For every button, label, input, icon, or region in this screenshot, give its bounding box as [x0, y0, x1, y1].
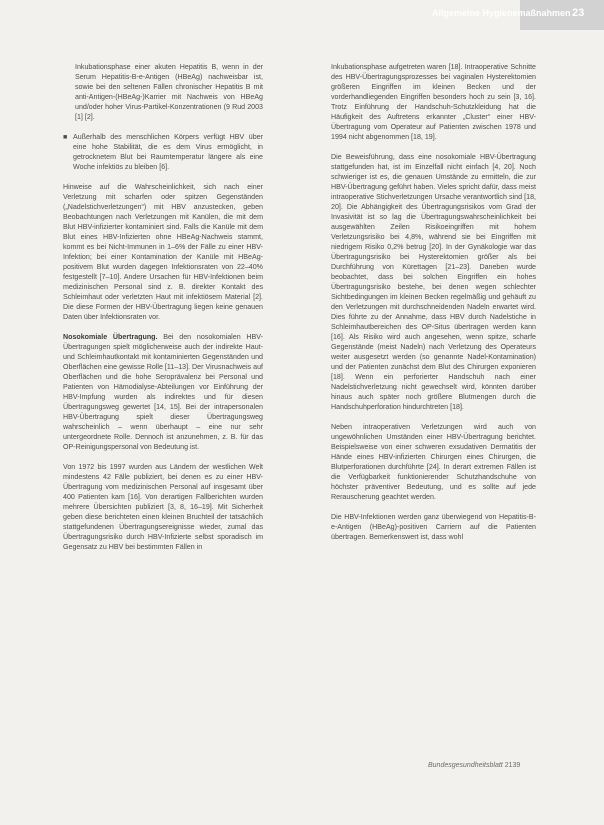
footer	[428, 762, 520, 769]
run-in-heading: Nosokomiale Übertragung.	[63, 333, 158, 341]
left-column	[63, 62, 263, 562]
paragraph: Die Beweisführung, dass eine nosokomiale HBV-Übertragung stattgefunden hat, ist im Einzelfall nicht einfach [4, 20]. Noch schwieriger ist es, die genauen Umstände zu ermitteln, die zur HBV-Übertragung geführt haben. Vieles spricht dafür, dass meist intraoperative Stichverletzungen Ursache verantwortlich sind [18, 20]. Die Abhängigkeit des Übertragungsrisikos vom Grad der Invasivität ist so lag die Übertragungswahrscheinlichkeit bei ausgewählten Zeilen Risikoeingriffen mit hohem Verletzungsrisiko bei 4,8%, während sie bei Eingriffen mit niedrigem Risiko 0,2% betrug [20]. In der Gynäkologie war das Übertragungsrisiko bei Hysterektomien größer als bei Durchführung von Kürettagen [21–23]. Daneben wurde beobachtet, dass bei solchen Eingriffen ein hohes Übertragungsrisiko bestehe, bei denen wegen schlechter Sichtbedingungen im kleinen Becken regelmäßig und gehäuft zu den Verletzungen mit durchschneidenden Nadeln erwartet wird. Dies führte zu der Annahme, dass HBV durch Nadelstiche in Schleimhautbereichen des OP-Situs übertragen werden kann [16]. Als Risiko wird auch angesehen, wenn spitze, scharfe Gegenstände (meist Nadeln) nach Verletzung des Operateurs weiter ausgesetzt werden (so genannte Nadel-Kontamination) und der Patienten zunächst dem Blut des Chirurgen exponieren [18]. Wenn ein perforierter Handschuh nach einer Nadelstichverletzung nicht gewechselt wird, könnten darüber hinaus auch später noch größere Blutmengen durch die Handschuhperforation hindurchtreten [18].	[331, 153, 536, 411]
paragraph: Hinweise auf die Wahrscheinlichkeit, sich nach einer Verletzung mit scharfen oder spitzen Gegenständen („Nadelstichverletzungen“) mit HBV anzustecken, geben Beobachtungen nach Verletzungen mit Kanülen, die mit dem Blut HBV-infizierter kontaminiert sind. Falls die Kanüle mit dem Blut eines HBV-Infizierten ohne HBeAg-Nachweis stammt, kommt es bei Nicht-Immunen in 1–6% der Fälle zu einer HBV-Infektion; bei einer Kontamination der Kanüle mit HBeAg-positivem Blut wurden dagegen Infektionsraten von 22–40% festgestellt [7–10]. Andere Ursachen für HBV-Infektionen beim medizinischen Personal sind z. B. direkter Kontakt des Schleimhaut oder verletzten Haut mit infektiösem Material [2]. Die diese Formen der HBV-Übertragung liegen keine genauen Daten über Infektionsraten vor.	[63, 183, 263, 321]
bullet-item	[63, 132, 263, 172]
paragraph-nosocomial	[63, 332, 263, 452]
paragraph: Von 1972 bis 1997 wurden aus Ländern der westlichen Welt mindestens 42 Fälle publiziert, bei denen es zu einer HBV-Übertragung vom medizinischen Personal auf insgesamt über 400 Patienten kam [16]. Von derartigen Fallberichten wurden mehrere Übersichten publiziert [3, 8, 16–19]. Mit Sicherheit geben diese berichteten einen kleinen Bruchteil der tatsächlich stattgefundenen Übertragungsereignisse wieder, zumal das Übertragungsrisiko durch HBV-Infizierte selbst sporadisch im Gegensatz zu HBV bei bestimmten Fällen in	[63, 463, 263, 551]
paragraph: Neben intraoperativen Verletzungen wird auch von ungewöhnlichen Umständen einer HBV-Übertragung berichtet. Beispielsweise von einer schweren exsudativen Dermatitis der Hände eines HBV-infizierten Chirurgen eines Chirurgen, die Blutperforationen durchführte [24]. In derart extremen Fällen ist die Verfügbarkeit funktionierender Schutzhandschuhe von höchster präventiver Bedeutung, und es sollte auf jede Rerauscherung geachtet werden.	[331, 423, 536, 501]
footer-page: 2139	[504, 762, 521, 769]
paragraph: Die HBV-Infektionen werden ganz überwiegend von Hepatitis-B-e-Antigen (HBeAg)-positiven Carriern auf die Patienten übertragen. Bemerkenswert ist, dass wohl	[331, 513, 536, 541]
bullet-marker: ■	[63, 133, 68, 141]
page-number: 23	[572, 7, 585, 19]
right-column	[331, 62, 536, 552]
paragraph: Inkubationsphase aufgetreten waren [18]. Intraoperative Schnitte des HBV-Übertragungsprozesses bei vaginalen Hysterektomien größeren Eingriffen im kleinen Becken und der vorderhandliegenden Eingriffen besonders hoch zu sein [3, 16]. Trotz Einführung der Handschuh-Schutzkleidung hat die Häufigkeit des Auftretens erkannter „Cluster“ einer HBV-Übertragung vom Operateur auf Patienten zwischen 1978 und 1994 nicht abgenommen [18, 19].	[331, 63, 536, 141]
running-head-title: Allgemeine Hygienemaßnahmen	[432, 8, 571, 18]
paragraph-text: Bei den nosokomialen HBV-Übertragungen spielt möglicherweise auch der indirekte Haut- und Schleimhautkontakt mit kontaminierten Gegenständen und Oberflächen eine gewisse Rolle [11–13]. Der Virusnachweis auf Oberflächen und die hohe Seroprävalenz bei Personal und Patienten von Hämodialyse-Abteilungen vor Einführung der HBV-Impfung wurden als indirektes und für diesen Übertragungsweg gewertet [14, 15]. Bei der intrapersonalen HBV-Übertragung spielt dieser Übertragungsweg wahrscheinlich – wenn überhaupt – eine nur sehr untergeordnete Rolle. Dennoch ist anzunehmen, z. B. für das OP-Reinigungspersonal von Bedeutung ist.	[63, 333, 263, 451]
journal-name: Bundesgesundheitsblatt	[428, 762, 503, 769]
paragraph: Inkubationsphase einer akuten Hepatitis B, wenn in der Serum Hepatitis-B-e-Antigen (HBeAg) nachweisbar ist, sowie bei den seltenen Fällen chronischer Hepatitis B mit anti-Antigen-(HBeAg-)Karrier mit Nachweis von HBeAg und/oder hoher Virus-Partikel-Konzentrationen (9 Rud 2003 [1] [2].	[75, 63, 263, 121]
bullet-text: Außerhalb des menschlichen Körpers verfügt HBV über eine hohe Stabilität, die es dem Virus ermöglicht, in getrocknetem Blut bei Raumtemperatur längere als eine Woche infektiös zu bleiben [6].	[73, 133, 263, 171]
